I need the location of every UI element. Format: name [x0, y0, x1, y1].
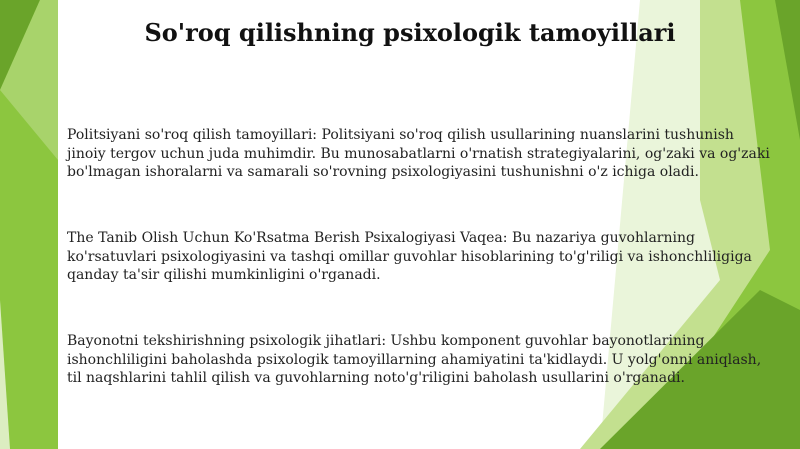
paragraph-eyewitness-psychology: The Tanib Olish Uchun Ko'Rsatma Berish Psixalogiyasi Vaqea: Bu nazariya guvohlarning ko'rsatuvlari psixologiyasini va tashqi omillar guvohlar hisoblarining to'g'riligi va ishonchliligiga qanday ta'sir qilishi mumkinligini o'rganadi.: [67, 230, 752, 283]
paragraph-statement-verification: Bayonotni tekshirishning psixologik jihatlari: Ushbu komponent guvohlar bayonotlarining ishonchliligini baholashda psixologik tamoyillarning ahamiyatini ta'kidlaydi. U yolg'onni aniqlash, til naqshlarini tahlil qilish va guvohlarning noto'g'riligini baholash usullarini o'rganadi.: [67, 333, 762, 386]
slide-title: So'roq qilishning psixologik tamoyillari: [144, 18, 676, 47]
paragraph-interrogation-principles: Politsiyani so'roq qilish tamoyillari: Politsiyani so'roq qilish usullarining nuanslarini tushunish jinoiy tergov uchun juda muhimdir. Bu munosabatlarni o'rnatish strategiyalarini, og'zaki va og'zaki bo'lmagan ishoralarni va samarali so'rovning psixologiyasini tushunishni o'z ichiga oladi.: [67, 127, 770, 180]
